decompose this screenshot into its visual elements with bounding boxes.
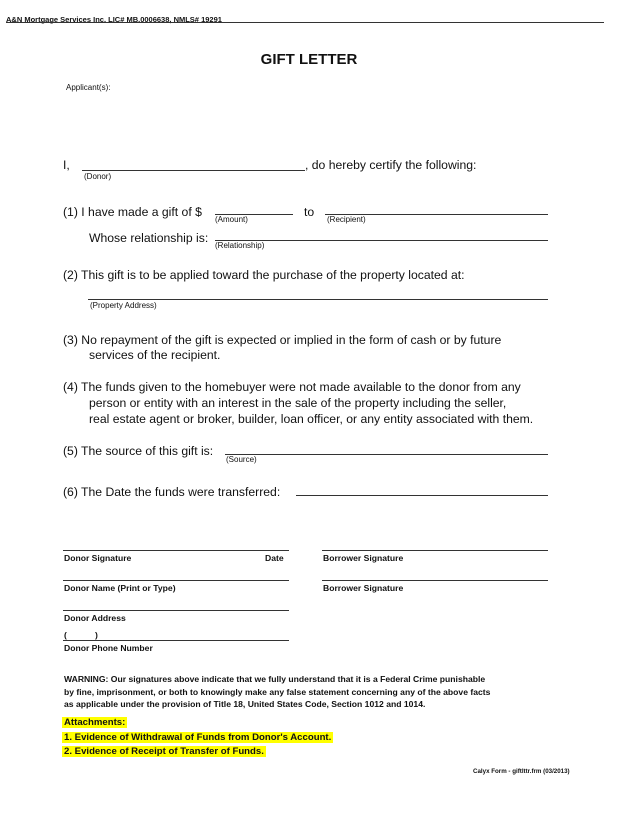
attachment-item-1: 1. Evidence of Withdrawal of Funds from Donor's Account. xyxy=(64,731,332,743)
applicant-label: Applicant(s): xyxy=(66,83,111,92)
borrower-signature-label-1: Borrower Signature xyxy=(323,553,404,563)
property-address-field[interactable] xyxy=(88,299,548,300)
page-title: GIFT LETTER xyxy=(260,51,358,68)
borrower-signature-line-1[interactable] xyxy=(322,550,548,551)
warning-text xyxy=(64,673,490,711)
to-label: to xyxy=(304,205,315,219)
relationship-text: Whose relationship is: xyxy=(89,231,209,245)
donor-address-line[interactable] xyxy=(63,610,289,611)
donor-phone-line[interactable] xyxy=(63,640,289,641)
donor-signature-line[interactable] xyxy=(63,550,289,551)
donor-address-label: Donor Address xyxy=(64,613,126,623)
donor-name-line[interactable] xyxy=(63,580,289,581)
company-header: A&N Mortgage Services Inc. LIC# MB.0006638, NMLS# 19291 xyxy=(6,15,222,24)
warning-line-3: as applicable under the provision of Title 18, United States Code, Section 1012 and 1014. xyxy=(64,699,426,709)
borrower-signature-label-2: Borrower Signature xyxy=(323,583,404,593)
item5-text: (5) The source of this gift is: xyxy=(63,444,214,458)
recipient-caption: (Recipient) xyxy=(327,215,366,224)
source-caption: (Source) xyxy=(226,455,257,464)
item1-text: (1) I have made a gift of $ xyxy=(63,205,202,219)
relationship-field[interactable] xyxy=(215,240,548,241)
item4-line3: real estate agent or broker, builder, loan officer, or any entity associated with them. xyxy=(89,412,534,426)
item3-line1: (3) No repayment of the gift is expected or implied in the form of cash or by future xyxy=(63,333,502,347)
attachments-block xyxy=(62,715,333,759)
item4-line1: (4) The funds given to the homebuyer were not made available to the donor from any xyxy=(63,380,521,394)
donor-name-label: Donor Name (Print or Type) xyxy=(64,583,176,593)
donor-phone-label: Donor Phone Number xyxy=(64,643,153,653)
relationship-caption: (Relationship) xyxy=(215,241,265,250)
donor-field[interactable] xyxy=(82,170,305,171)
attachments-heading: Attachments: xyxy=(64,717,126,728)
certify-suffix: , do hereby certify the following: xyxy=(305,158,477,172)
donor-signature-label: Donor Signature xyxy=(64,553,132,563)
phone-paren-close: ) xyxy=(95,630,98,640)
source-field[interactable] xyxy=(225,454,548,455)
attachment-item-2: 2. Evidence of Receipt of Transfer of Funds. xyxy=(64,746,264,757)
property-address-caption: (Property Address) xyxy=(90,301,157,310)
item2-text: (2) This gift is to be applied toward the purchase of the property located at: xyxy=(63,268,465,282)
transfer-date-field[interactable] xyxy=(296,495,548,496)
item3-line2: services of the recipient. xyxy=(89,348,221,362)
form-footer: Calyx Form - giftlttr.frm (03/2013) xyxy=(473,768,570,775)
item6-text: (6) The Date the funds were transferred: xyxy=(63,485,281,499)
item4-line2: person or entity with an interest in the sale of the property including the seller, xyxy=(89,396,507,410)
phone-paren-open: ( xyxy=(64,630,67,640)
amount-caption: (Amount) xyxy=(215,215,248,224)
header-rule xyxy=(6,22,604,23)
borrower-signature-line-2[interactable] xyxy=(322,580,548,581)
donor-caption: (Donor) xyxy=(84,172,112,181)
date-label: Date xyxy=(265,553,284,563)
certify-prefix: I, xyxy=(63,158,70,172)
warning-line-2: by fine, imprisonment, or both to knowingly make any false statement concerning any of the above facts xyxy=(64,686,491,697)
warning-line-1: WARNING: Our signatures above indicate that we fully understand that it is a Federal Crime punishable xyxy=(64,674,486,684)
